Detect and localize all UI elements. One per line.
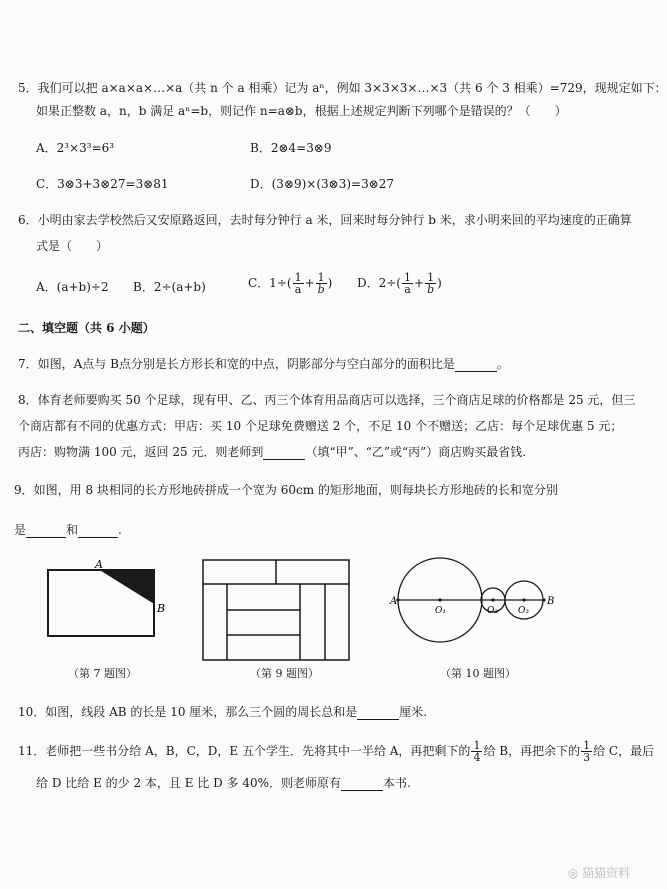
q8-answer-blank[interactable] [263, 447, 305, 460]
q10-text: 10．如图，线段 AB 的长是 10 厘米，那么三个圆的周长总和是 厘米. [18, 705, 428, 719]
q8-line1: 8．体育老师要购买 50 个足球，现有甲、乙、丙三个体育用品商店可以选择，三个商店足球的价格都是 25 元，但三 [18, 393, 636, 407]
figure-9 [200, 557, 355, 665]
q6-option-d: D．2÷( $\frac{1}{a}$ + $\frac{1}{b}$ ) [357, 271, 442, 296]
section-title: 二、填空题（共 6 小题） [18, 321, 155, 335]
q8-line3: 丙店：购物满 100 元，返回 25 元．则老师到 （填“甲”、“乙”或“丙”）商店购买最省钱. [18, 445, 527, 459]
q5-option-d: D．(3⊗9)×(3⊗3)=3⊗27 [250, 177, 395, 191]
q5-line1: 5．我们可以把 a×a×a×…×a（共 n 个 a 相乘）记为 aⁿ，例如 3×3×3×…×3（共 6 个 3 相乘）=729，现规定如下： [18, 81, 667, 95]
fig10-label-o2: O₂ [487, 606, 498, 616]
q9-line2: 是 和 . [14, 523, 122, 537]
q11-answer-blank[interactable] [341, 778, 383, 791]
q5-line2: 如果正整数 a，n，b 满足 aⁿ=b，则记作 n=a⊗b，根据上述规定判断下列哪个是错误的？（ ） [36, 104, 567, 118]
fig10-label-b: B [547, 596, 555, 607]
q6-option-a: A．(a+b)÷2 [36, 280, 109, 294]
q7-text: 7．如图，A点与 B点分别是长方形长和宽的中点，阴影部分与空白部分的面积比是 。 [18, 357, 509, 371]
q9-line1: 9．如图，用 8 块相同的长方形地砖拼成一个宽为 60cm 的矩形地面，则每块长方形地砖的长和宽分别 [14, 483, 558, 497]
fig7-label-b: B [157, 602, 166, 615]
figure-7 [40, 560, 170, 650]
fig10-caption: （第 10 题图） [440, 667, 516, 680]
q5-option-b: B．2⊗4=3⊗9 [250, 141, 332, 155]
q5-option-a: A．2³×3³=6³ [36, 141, 115, 155]
q6-option-c: C．1÷( $\frac{1}{a}$ + $\frac{1}{b}$ ) [248, 271, 333, 296]
q11-line1: 11．老师把一些书分给 A，B，C，D，E 五个学生．先将其中一半给 A，再把剩下的 $\frac{1}{4}$ 给 B，再把余下的 $\frac{1}{3}$ 给 C，最后 [18, 739, 655, 764]
q11-line2: 给 D 比给 E 的少 2 本，且 E 比 D 多 40%．则老师原有 本书. [36, 776, 411, 790]
q6-option-b: B．2÷(a+b) [133, 280, 206, 294]
figure-10 [390, 553, 560, 653]
fig10-label-a: A [390, 596, 398, 607]
q7-answer-blank[interactable] [455, 359, 497, 372]
fig9-caption: （第 9 题图） [250, 667, 319, 680]
q5-option-c: C．3⊗3+3⊗27=3⊗81 [36, 177, 169, 191]
q6-line1: 6．小明由家去学校然后又安原路返回，去时每分钟行 a 米，回来时每分钟行 b 米，求小明来回的平均速度的正确算 [18, 213, 632, 227]
q9-answer-blank-1[interactable] [26, 525, 66, 538]
fig7-caption: （第 7 题图） [68, 667, 137, 680]
fig7-label-a: A [95, 558, 103, 571]
fig10-label-o3: O₃ [518, 606, 529, 616]
watermark: ◎ 猫猫资料 [567, 866, 630, 880]
fig10-label-o1: O₁ [435, 606, 446, 616]
q9-answer-blank-2[interactable] [78, 525, 118, 538]
q8-line2: 个商店都有不同的优惠方式：甲店：买 10 个足球免费赠送 2 个，不足 10 个不赠送；乙店：每个足球优惠 5 元； [18, 419, 623, 433]
q6-line2: 式是（ ） [36, 239, 109, 253]
q10-answer-blank[interactable] [357, 707, 399, 720]
